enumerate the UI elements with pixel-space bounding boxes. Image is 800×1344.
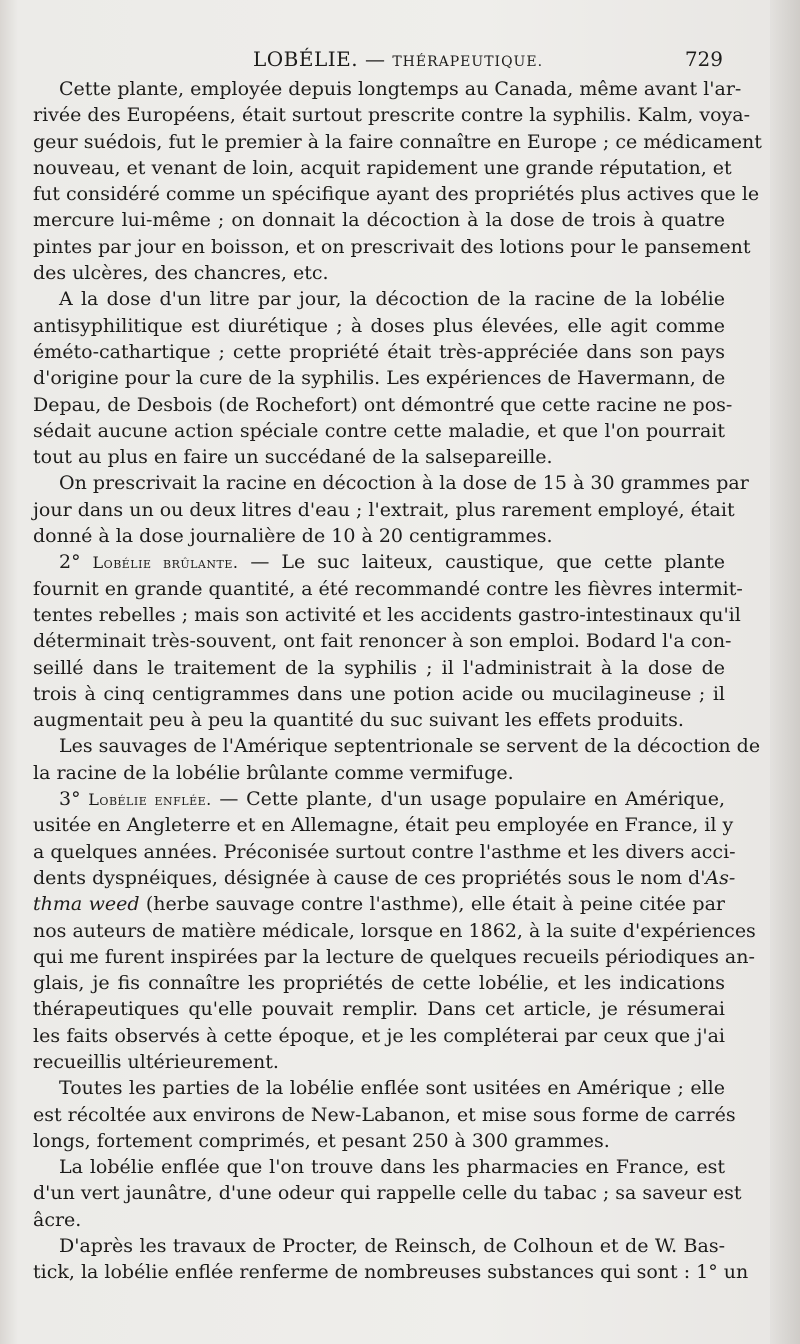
line-text: recueillis ultérieurement. [33,1050,279,1073]
section-heading: Lobélie brûlante. [92,553,239,573]
line-text: tout au plus en faire un succédané de la salsepareille. [33,446,553,469]
text-line [33,549,725,575]
line-text: usitée en Angleterre et en Allemagne, était peu employée en France, il y [33,814,734,837]
text-line [33,655,725,681]
line-text: antisyphilitique est diurétique ; à doses plus élevées, elle agit comme [33,314,725,337]
text-line [33,576,743,602]
line-text: La lobélie enflée que l'on trouve dans les pharmacies en France, est [59,1156,725,1179]
text-line [33,1102,736,1128]
line-text: D'après les travaux de Procter, de Reinsch, de Colhoun et de W. Bas- [59,1235,725,1258]
text-line [33,839,736,865]
line-text: augmentait peu à peu la quantité du suc suivant les effets produits. [33,709,684,732]
text-line [33,944,755,970]
text-line [33,1207,725,1233]
line-text: mercure lui-même ; on donnait la décoction à la dose de trois à quatre [33,209,725,232]
line-text: seillé dans le traitement de la syphilis ; il l'administrait à la dose de [33,656,725,679]
text-line [33,760,725,786]
text-line [33,865,736,891]
text-line [33,207,725,233]
text-line [33,1049,725,1075]
line-text: fournit en grande quantité, a été recommandé contre les fièvres intermit- [33,577,743,600]
text-line [33,970,725,996]
text-line [33,812,734,838]
text-line [33,1023,725,1049]
line-text: Les sauvages de l'Amérique septentrionale se servent de la décoction de [59,735,761,758]
text-line [33,181,760,207]
line-text: nos auteurs de matière médicale, lorsque en 1862, à la suite d'expériences [33,919,756,942]
section-number: 2° [59,551,93,574]
line-text: thérapeutiques qu'elle pouvait remplir. Dans cet article, je résumerai [33,998,725,1021]
line-text: sédait aucune action spéciale contre cette maladie, et que l'on pourrait [33,419,725,442]
italic-text: As- [705,866,736,889]
text-line [33,470,749,496]
line-text: longs, fortement comprimés, et pesant 250 à 300 grammes. [33,1129,610,1152]
line-text: Cette plante, employée depuis longtemps au Canada, même avant l'ar- [59,78,742,100]
running-header [33,44,723,74]
line-text: d'un vert jaunâtre, d'une odeur qui rappelle celle du tabac ; sa saveur est [33,1182,742,1205]
page-number: 729 [684,47,723,71]
line-text: trois à cinq centigrammes dans une potion acide ou mucilagineuse ; il [33,682,725,705]
text-line [33,707,725,733]
line-text: nouveau, et venant de loin, acquit rapidement une grande réputation, et [33,156,732,179]
text-line [33,628,732,654]
line-text: âcre. [33,1208,82,1231]
text-line [33,76,742,102]
text-line [33,392,733,418]
text-line [33,286,725,312]
text-line [33,996,725,1022]
section-heading: Lobélie enflée. [88,790,212,810]
running-title: LOBÉLIE. — THÉRAPEUTIQUE. [253,47,544,71]
text-line [33,418,725,444]
line-text: des ulcères, des chancres, etc. [33,262,329,285]
text-line [33,313,725,339]
line-text: tick, la lobélie enflée renferme de nombreuses substances qui sont : 1° un [33,1261,749,1284]
line-text: éméto-cathartique ; cette propriété était très-appréciée dans son pays [33,340,725,363]
text-line [33,1128,725,1154]
line-text: d'origine pour la cure de la syphilis. Les expériences de Havermann, de [33,367,726,390]
text-line [33,1075,725,1101]
line-text: geur suédois, fut le premier à la faire connaître en Europe ; ce médicament [33,130,762,153]
text-line [33,129,762,155]
text-line [33,602,741,628]
line-text: Toutes les parties de la lobélie enflée sont usitées en Amérique ; elle [59,1077,725,1100]
text-line [33,1259,749,1285]
line-text: Depau, de Desbois (de Rochefort) ont démontré que cette racine ne pos- [33,393,733,416]
line-text: la racine de la lobélie brûlante comme vermifuge. [33,761,514,784]
text-line [33,365,725,391]
line-text: les faits observés à cette époque, et je les compléterai par ceux que j'ai [33,1024,725,1047]
text-line [33,102,750,128]
line-text: rivée des Européens, était surtout prescrite contre la syphilis. Kalm, voya- [33,104,750,127]
line-text: dents dyspnéiques, désignée à cause de ces propriétés sous le nom d' [33,866,706,889]
text-line [33,733,761,759]
line-text: — Cette plante, d'un usage populaire en Amérique, [219,788,725,811]
line-text: On prescrivait la racine en décoction à la dose de 15 à 30 grammes par [59,472,749,495]
line-text: a quelques années. Préconisée surtout contre l'asthme et les divers acci- [33,840,736,863]
text-line [33,155,732,181]
page-gutter-shadow [770,0,800,1344]
line-text: qui me furent inspirées par la lecture de quelques recueils périodiques an- [33,945,755,968]
line-text: donné à la dose journalière de 10 à 20 centigrammes. [33,525,553,548]
text-line [33,260,725,286]
text-line [33,444,725,470]
text-line [33,1154,725,1180]
section-number: 3° [59,788,89,811]
text-line [33,497,735,523]
line-text: jour dans un ou deux litres d'eau ; l'extrait, plus rarement employé, était [33,498,735,521]
line-text: tentes rebelles ; mais son activité et les accidents gastro-intestinaux qu'il [33,603,741,626]
line-text: — Le suc laiteux, caustique, que cette plante [250,551,725,574]
text-line [33,1180,742,1206]
line-text: glais, je fis connaître les propriétés de cette lobélie, et les indications [33,972,725,995]
line-text: (herbe sauvage contre l'asthme), elle était à peine citée par [139,893,725,916]
text-line [33,891,725,917]
italic-text: thma weed [33,893,140,916]
text-line [33,786,725,812]
line-text: pintes par jour en boisson, et on prescrivait des lotions pour le pansement [33,235,751,258]
line-text: A la dose d'un litre par jour, la décoction de la racine de la lobélie [59,288,725,311]
line-text: est récoltée aux environs de New-Labanon, et mise sous forme de carrés [33,1103,736,1126]
line-text: déterminait très-souvent, ont fait renoncer à son emploi. Bodard l'a con- [33,630,732,653]
text-line [33,681,725,707]
text-line [33,234,751,260]
text-line [33,918,756,944]
text-line [33,339,725,365]
body-text [33,76,762,1286]
text-line [33,1233,725,1259]
text-line [33,523,725,549]
line-text: fut considéré comme un spécifique ayant des propriétés plus actives que le [33,183,760,206]
